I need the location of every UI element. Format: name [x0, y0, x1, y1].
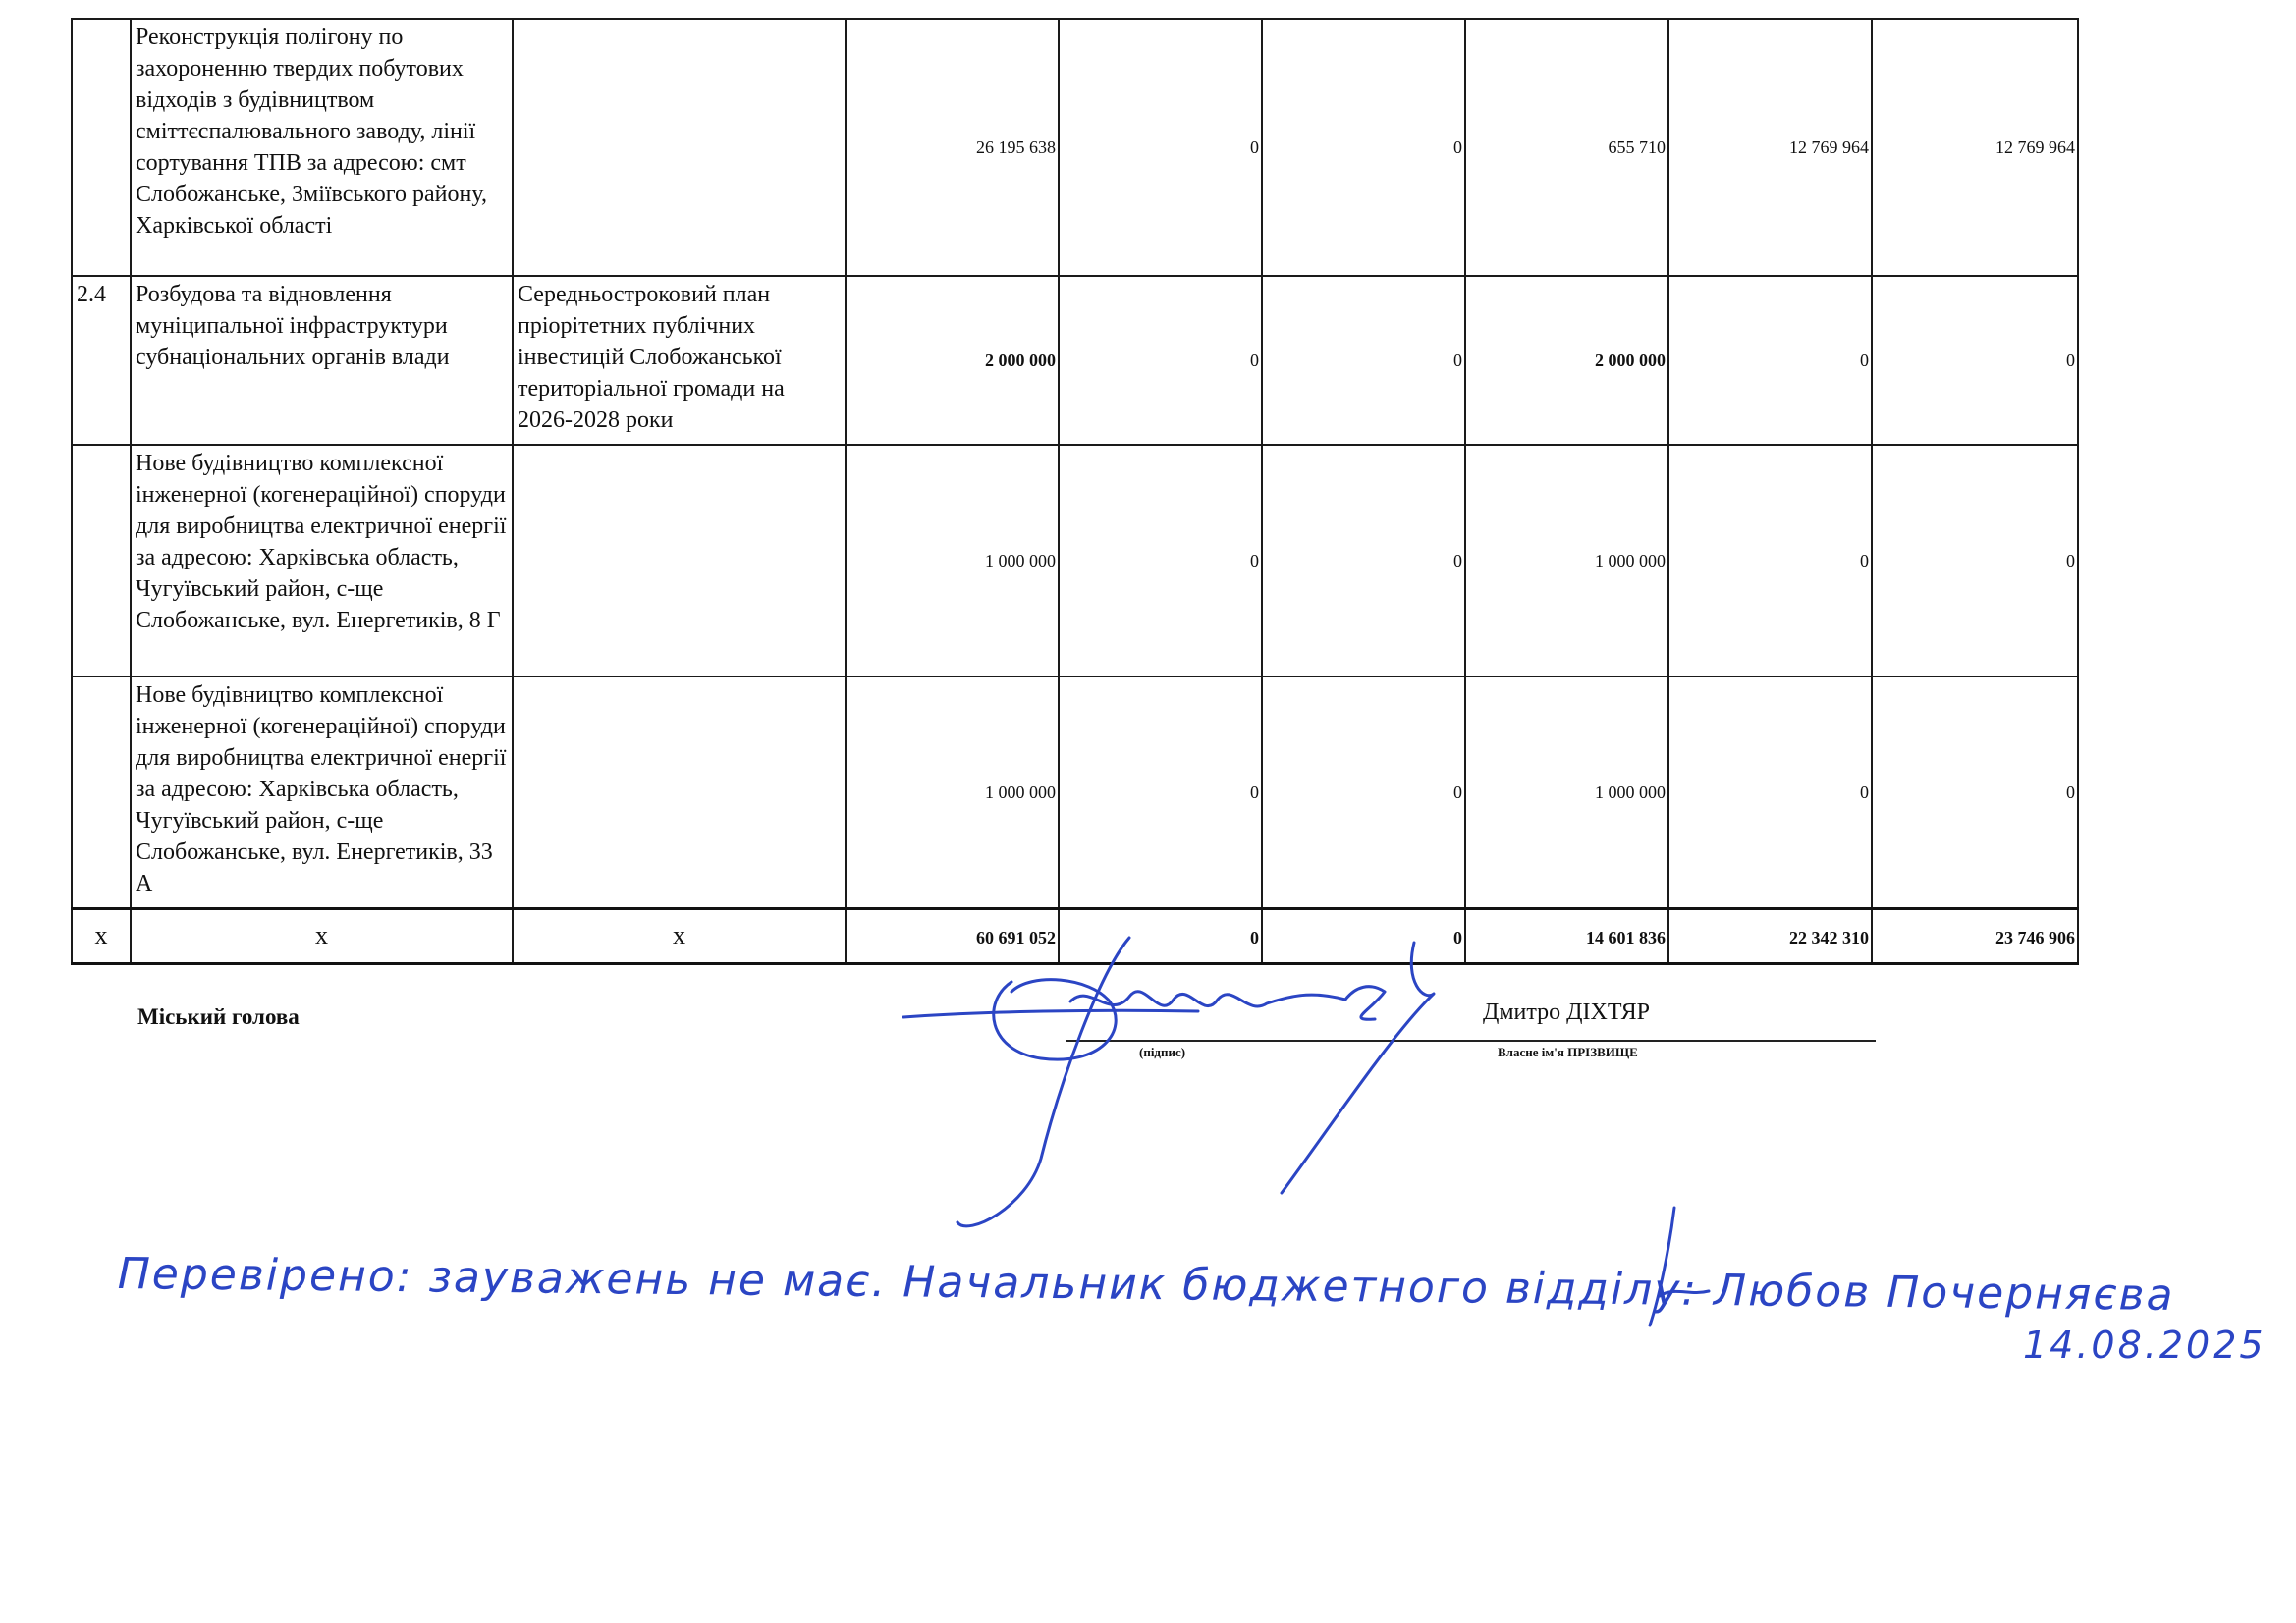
total-marker: х: [131, 908, 513, 963]
value-cell: 0: [1059, 676, 1262, 908]
value-cell: 0: [1059, 445, 1262, 676]
value-cell: 0: [1262, 445, 1465, 676]
name-caption: Власне ім'я ПРІЗВИЩЕ: [1498, 1045, 1638, 1059]
value-cell: 0: [1668, 445, 1872, 676]
project-name: Реконструкція полігону по захороненню твердих побутових відходів з будівництвом сміттєспалювального заводу, лінії сортування ТПВ за адресою: смт Слобожанське, Зміївського району, Харківської області: [131, 19, 513, 276]
total-value: 22 342 310: [1668, 908, 1872, 963]
value-cell: 2 000 000: [1465, 276, 1668, 445]
handwritten-approval-note: Перевірено: зауважень не має. Начальник бюджетного відділу: Любов Почерняєва: [117, 1249, 2175, 1321]
value-cell: 0: [1059, 19, 1262, 276]
handwritten-date: 14.08.2025: [2023, 1324, 2267, 1367]
position-label: Міський голова: [137, 1004, 300, 1029]
value-cell: 2 000 000: [846, 276, 1059, 445]
signature-caption: (підпис): [1139, 1045, 1186, 1059]
value-cell: 26 195 638: [846, 19, 1059, 276]
value-cell: 1 000 000: [1465, 676, 1668, 908]
person-name: Дмитро ДІХТЯР: [1483, 1000, 1650, 1025]
value-cell: 0: [1262, 676, 1465, 908]
value-cell: 0: [1262, 276, 1465, 445]
value-cell: 0: [1872, 676, 2078, 908]
total-value: 0: [1059, 908, 1262, 963]
total-value: 0: [1262, 908, 1465, 963]
value-cell: 655 710: [1465, 19, 1668, 276]
value-cell: 1 000 000: [846, 445, 1059, 676]
value-cell: 12 769 964: [1872, 19, 2078, 276]
value-cell: 0: [1668, 276, 1872, 445]
value-cell: 0: [1262, 19, 1465, 276]
value-cell: 1 000 000: [1465, 445, 1668, 676]
total-value: 14 601 836: [1465, 908, 1668, 963]
project-name: Розбудова та відновлення муніципальної інфраструктури субнаціональних органів влади: [131, 276, 513, 445]
total-marker: х: [72, 908, 131, 963]
value-cell: 1 000 000: [846, 676, 1059, 908]
total-value: 23 746 906: [1872, 908, 2078, 963]
project-name: Нове будівництво комплексної інженерної (когенераційної) споруди для виробництва електричної енергії за адресою: Харківська область, Чугуївський район, с-ще Слобожанське, вул. Енергетиків, 8 Г: [131, 445, 513, 676]
total-value: 60 691 052: [846, 908, 1059, 963]
project-name: Нове будівництво комплексної інженерної (когенераційної) споруди для виробництва електричної енергії за адресою: Харківська область, Чугуївський район, с-ще Слобожанське, вул. Енергетиків, 33 А: [131, 676, 513, 908]
project-basis: Середньостроковий план пріорітетних публічних інвестицій Слобожанської територіальної громади на 2026-2028 роки: [513, 276, 846, 445]
row-number: 2.4: [72, 276, 131, 445]
value-cell: 12 769 964: [1668, 19, 1872, 276]
value-cell: 0: [1872, 445, 2078, 676]
value-cell: 0: [1059, 276, 1262, 445]
value-cell: 0: [1872, 276, 2078, 445]
total-marker: х: [513, 908, 846, 963]
value-cell: 0: [1668, 676, 1872, 908]
